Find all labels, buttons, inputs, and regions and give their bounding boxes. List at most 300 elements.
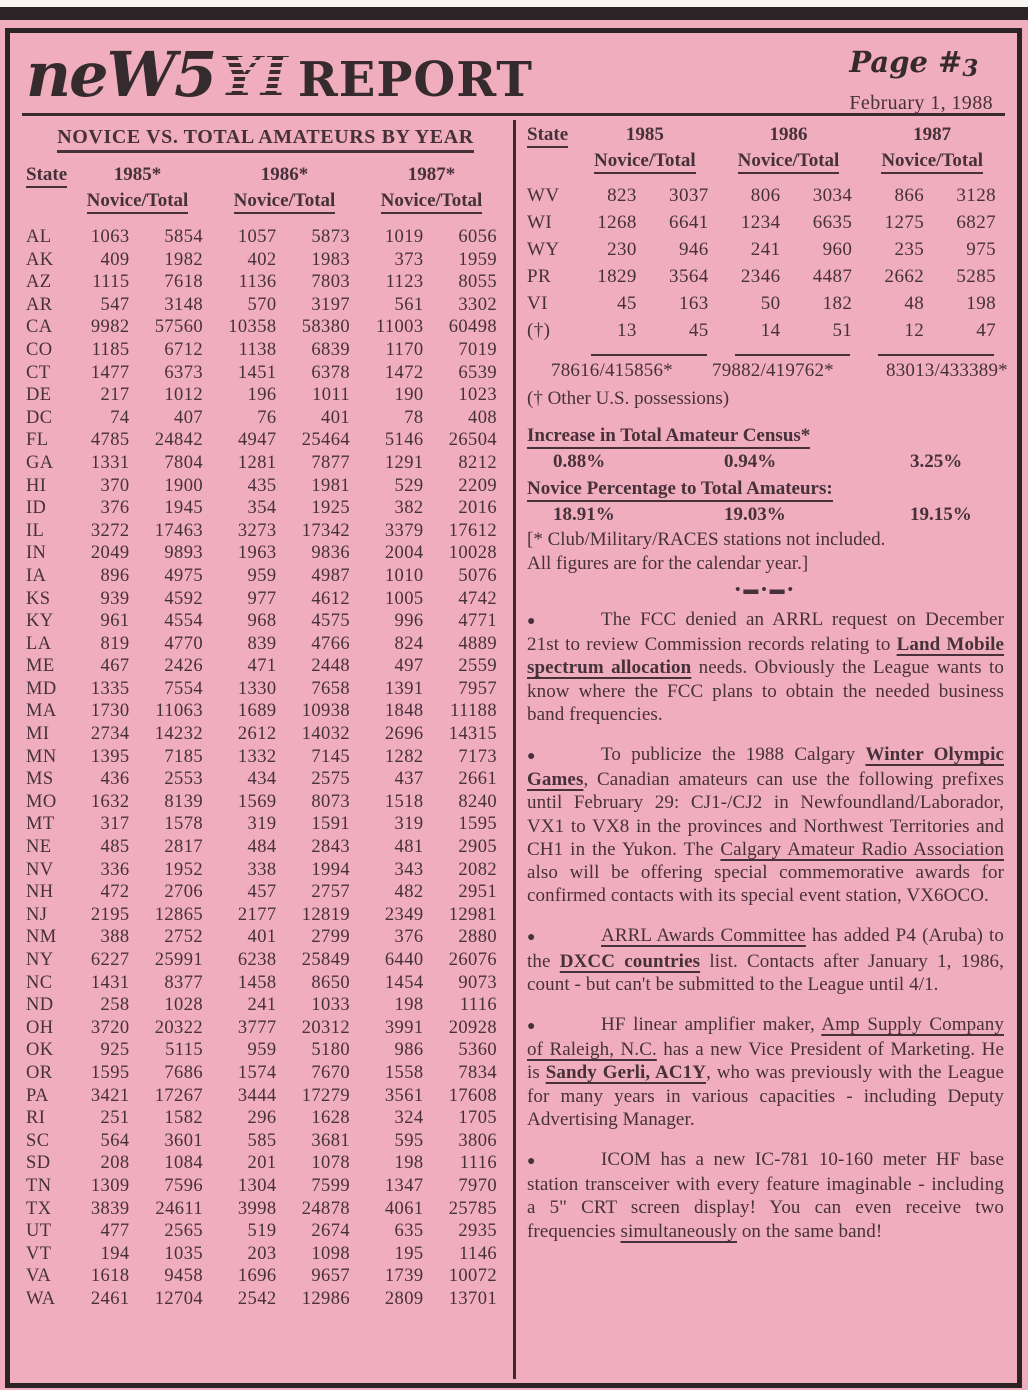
underlined-text: Sandy Gerli, AC1Y [545, 1062, 707, 1084]
value-cell: 1982 [164, 249, 203, 270]
table-row [26, 1107, 505, 1130]
table-row [26, 1039, 505, 1062]
value-cell: 354 [247, 498, 277, 519]
value-cell: 1696 [237, 1266, 277, 1287]
masthead [10, 33, 1017, 113]
year-header-1986: 1986* [260, 164, 309, 185]
value-cell: 1959 [458, 249, 497, 270]
value-cell: 481 [394, 837, 424, 858]
value-cell: 12865 [154, 904, 203, 925]
value-cell: 3302 [458, 294, 497, 315]
census-increase-title: Increase in Total Amateur Census* [527, 422, 1004, 449]
novice-percentage-values [527, 502, 1004, 528]
state-cell: ME [26, 656, 55, 677]
value-cell: 1628 [311, 1108, 350, 1129]
value-cell: 2843 [311, 837, 350, 858]
value-cell: 5854 [164, 227, 203, 247]
value-cell: 198 [394, 995, 424, 1016]
value-cell: 2951 [458, 882, 497, 903]
value-cell: 1011 [312, 385, 350, 406]
value-cell: 336 [100, 859, 130, 880]
text-segment: , Canadian amateurs can use the following prefixes until February 29: CJ1-/CJ2 in Newfoundland/Laborador, VX1 to VX8 in the provinces and Northwest Territories and CH1 in the Yukon. The [527, 769, 1004, 860]
value-cell: 2575 [311, 769, 350, 790]
table-row [26, 542, 505, 565]
news-item [527, 1013, 1004, 1131]
text-segment: has added P4 (Aruba) to the [527, 925, 1004, 972]
value-cell: 10028 [448, 543, 497, 564]
value-cell: 407 [174, 407, 203, 428]
value-cell: 10358 [228, 317, 277, 338]
value-cell: 975 [966, 239, 996, 260]
value-cell: 7618 [164, 272, 203, 293]
value-cell: 6440 [384, 950, 424, 970]
state-cell: CO [26, 339, 53, 360]
table-row [26, 1198, 505, 1221]
value-cell: 1454 [384, 972, 424, 993]
value-cell: 986 [394, 1040, 424, 1061]
value-cell: 8073 [311, 791, 350, 812]
value-cell: 1518 [384, 791, 424, 812]
value-cell: 6227 [90, 950, 130, 970]
value-cell: 45 [617, 293, 637, 314]
value-cell: 4770 [164, 633, 203, 654]
table-row [26, 633, 505, 656]
value-cell: 1582 [164, 1108, 203, 1129]
value-cell: 959 [247, 565, 277, 586]
value-cell: 6539 [458, 362, 497, 383]
table-row [26, 746, 505, 769]
logo-text-report: REPORT [297, 52, 533, 108]
table-row [26, 678, 505, 701]
value-cell: 4947 [237, 430, 277, 451]
value-cell: 4742 [458, 588, 497, 609]
state-cell: UT [26, 1221, 52, 1242]
value-cell: 1963 [237, 543, 277, 564]
value-cell: 2734 [90, 724, 130, 745]
value-cell: 11188 [450, 701, 497, 722]
value-cell: 2706 [164, 882, 203, 903]
value-cell: 1689 [237, 701, 277, 722]
value-cell: 437 [394, 769, 424, 790]
text-segment: on the same band! [736, 1220, 883, 1242]
value-cell: 78 [404, 407, 424, 428]
value-cell: 12819 [301, 904, 350, 925]
novice-total-header: Novice/Total [211, 188, 358, 214]
value-cell: 1591 [311, 814, 350, 835]
value-cell: 839 [247, 633, 277, 654]
bullet-icon: ● [527, 1019, 536, 1035]
value-cell: 6238 [237, 950, 277, 970]
page-number [849, 45, 993, 82]
table-row [26, 384, 505, 407]
value-cell: 10072 [448, 1266, 497, 1287]
table-row [26, 610, 505, 633]
value-cell: 2461 [90, 1288, 130, 1309]
value-cell: 635 [394, 1221, 424, 1242]
value-cell: 1705 [458, 1108, 497, 1129]
left-table-subheader [26, 188, 505, 214]
value-cell: 5873 [311, 227, 350, 247]
value-cell: 203 [247, 1243, 277, 1264]
state-cell: OR [26, 1062, 53, 1083]
year-header-1985: 1985 [625, 124, 664, 145]
value-cell: 24878 [301, 1198, 350, 1219]
value-cell: 1391 [384, 678, 424, 699]
value-cell: 1952 [164, 859, 203, 880]
table-row [26, 813, 505, 836]
value-cell: 2817 [164, 837, 203, 858]
value-cell: 7686 [164, 1062, 203, 1083]
right-column [516, 116, 1017, 1379]
value-cell: 1275 [884, 212, 925, 233]
value-cell: 1330 [237, 678, 277, 699]
pct-1986: 19.03% [724, 504, 786, 525]
value-cell: 2935 [458, 1221, 497, 1242]
value-cell: 2082 [458, 859, 497, 880]
value-cell: 1569 [237, 791, 277, 812]
value-cell: 58380 [301, 317, 350, 338]
value-cell: 50 [760, 293, 781, 314]
table-row [26, 723, 505, 746]
value-cell: 14032 [301, 724, 350, 745]
value-cell: 241 [750, 239, 781, 260]
value-cell: 866 [894, 185, 925, 206]
news-item [527, 743, 1004, 907]
total-1985: 78616/415856* [551, 360, 673, 381]
value-cell: 13701 [448, 1288, 497, 1309]
right-table-year-header [527, 122, 1004, 148]
table-row [26, 768, 505, 791]
value-cell: 1234 [740, 212, 781, 233]
state-cell: KY [26, 611, 54, 632]
value-cell: 1332 [237, 746, 277, 767]
table-row [26, 452, 505, 475]
table-row [527, 236, 1004, 263]
value-cell: 338 [247, 859, 277, 880]
value-cell: 1309 [90, 1175, 130, 1196]
value-cell: 208 [100, 1153, 130, 1174]
value-cell: 471 [247, 656, 277, 677]
value-cell: 959 [247, 1040, 277, 1061]
section-divider-ornament: •▬•▬• [735, 582, 796, 598]
table-row [26, 1130, 505, 1153]
newsletter-page-frame [5, 28, 1022, 1388]
state-cell: VI [527, 293, 548, 314]
value-cell: 1063 [90, 227, 130, 247]
value-cell: 3839 [90, 1198, 130, 1219]
value-cell: 1395 [90, 746, 130, 767]
table-row [26, 791, 505, 814]
value-cell: 4785 [90, 430, 130, 451]
value-cell: 1900 [164, 475, 203, 496]
value-cell: 946 [678, 239, 709, 260]
state-column-header: State [527, 122, 568, 148]
value-cell: 484 [247, 837, 277, 858]
value-cell: 6635 [812, 212, 853, 233]
value-cell: 823 [607, 185, 637, 206]
value-cell: 5360 [458, 1040, 497, 1061]
left-column [10, 116, 513, 1379]
value-cell: 4612 [311, 588, 350, 609]
value-cell: 6827 [956, 212, 996, 233]
value-cell: 1618 [90, 1266, 130, 1287]
value-cell: 1981 [311, 475, 350, 496]
state-cell: NJ [26, 904, 48, 925]
value-cell: 960 [822, 239, 853, 260]
value-cell: 961 [100, 611, 130, 632]
value-cell: 2177 [237, 904, 277, 925]
value-cell: 4575 [311, 611, 350, 632]
value-cell: 3601 [164, 1130, 203, 1151]
text-segment: also will be offering special commemorative awards for confirmed contacts with its special event station, VX6OCO. [527, 862, 1004, 907]
value-cell: 4061 [384, 1198, 424, 1219]
state-cell: MI [26, 724, 50, 745]
table-row [527, 182, 1004, 209]
table-row [26, 1085, 505, 1108]
value-cell: 26504 [448, 430, 497, 451]
value-cell: 561 [394, 294, 424, 315]
value-cell: 467 [100, 656, 130, 677]
novice-total-header: Novice/Total [64, 188, 211, 214]
value-cell: 1012 [164, 385, 203, 406]
pct-1987: 19.15% [910, 504, 972, 525]
value-cell: 7877 [311, 452, 350, 473]
value-cell: 482 [394, 882, 424, 903]
value-cell: 806 [750, 185, 781, 206]
value-cell: 76 [257, 407, 277, 428]
value-cell: 235 [894, 239, 925, 260]
state-cell: DE [26, 385, 52, 406]
value-cell: 6712 [164, 339, 203, 360]
table-row [26, 1288, 505, 1311]
value-cell: 2880 [458, 927, 497, 948]
value-cell: 8240 [458, 791, 497, 812]
news-text [527, 744, 1004, 906]
value-cell: 1281 [237, 452, 277, 473]
value-cell: 3273 [237, 520, 277, 541]
table-row [26, 949, 505, 972]
value-cell: 3034 [812, 185, 853, 206]
value-cell: 7596 [164, 1175, 203, 1196]
state-cell: MO [26, 791, 57, 812]
value-cell: 14315 [448, 724, 497, 745]
value-cell: 896 [100, 565, 130, 586]
bullet-icon: ● [527, 614, 536, 629]
novice-total-header: Novice/Total [860, 148, 1004, 174]
value-cell: 2426 [164, 656, 203, 677]
value-cell: 25464 [301, 430, 350, 451]
value-cell: 24611 [155, 1198, 203, 1219]
underlined-text: ARRL Awards Committee [601, 925, 806, 947]
table-row [527, 317, 1004, 344]
table-row [26, 1062, 505, 1085]
value-cell: 2565 [164, 1221, 203, 1242]
text-segment: To publicize the 1988 Calgary [601, 744, 866, 766]
value-cell: 2553 [164, 769, 203, 790]
value-cell: 2448 [311, 656, 350, 677]
value-cell: 1033 [311, 995, 350, 1016]
table-row [26, 1243, 505, 1266]
value-cell: 1829 [597, 266, 637, 287]
value-cell: 435 [247, 475, 277, 496]
value-cell: 319 [247, 814, 277, 835]
value-cell: 373 [394, 249, 424, 270]
value-cell: 57560 [154, 317, 203, 338]
state-cell: SC [26, 1130, 50, 1151]
left-table-year-header [26, 162, 505, 188]
value-cell: 11003 [375, 317, 424, 338]
right-table-body [527, 182, 1004, 344]
value-cell: 1136 [238, 272, 277, 293]
value-cell: 1291 [384, 452, 424, 473]
value-cell: 370 [100, 475, 130, 496]
state-cell: OH [26, 1017, 54, 1038]
value-cell: 10938 [301, 701, 350, 722]
state-cell: MD [26, 678, 57, 699]
value-cell: 20312 [301, 1017, 350, 1038]
bullet-icon: ● [527, 749, 536, 765]
state-cell: NH [26, 882, 54, 903]
value-cell: 1472 [384, 362, 424, 383]
value-cell: 3272 [90, 520, 130, 541]
increase-1986: 0.94% [724, 451, 777, 472]
value-cell: 1347 [384, 1175, 424, 1196]
value-cell: 7599 [311, 1175, 350, 1196]
value-cell: 3991 [384, 1017, 424, 1038]
state-cell: HI [26, 475, 47, 496]
value-cell: 1057 [237, 227, 277, 247]
text-segment: ICOM has a new IC-781 10-160 meter HF base station transceiver with every feature imaginable - including a 5" CRT screen display! You can even receive two frequencies [527, 1149, 1004, 1242]
table-row [26, 655, 505, 678]
state-cell: AZ [26, 272, 52, 293]
value-cell: 7804 [164, 452, 203, 473]
value-cell: 5146 [384, 430, 424, 451]
value-cell: 12986 [301, 1288, 350, 1309]
value-cell: 2542 [237, 1288, 277, 1309]
value-cell: 7173 [458, 746, 497, 767]
value-cell: 3561 [384, 1085, 424, 1106]
value-cell: 2349 [384, 904, 424, 925]
value-cell: 17608 [448, 1085, 497, 1106]
value-cell: 1010 [384, 565, 424, 586]
text-segment: needs. Obviously the League wants to know where the FCC plans to obtain the needed business band frequencies. [527, 657, 1004, 725]
state-cell: RI [26, 1108, 46, 1129]
value-cell: 7658 [311, 678, 350, 699]
value-cell: 2346 [740, 266, 781, 287]
news-item [527, 608, 1004, 726]
page-number-value: 3 [962, 55, 979, 82]
value-cell: 824 [394, 633, 424, 654]
state-cell: IL [26, 520, 45, 541]
value-cell: 343 [394, 859, 424, 880]
value-cell: 14 [760, 320, 781, 341]
novice-percentage-title: Novice Percentage to Total Amateurs: [527, 475, 1004, 502]
underlined-text: Calgary Amateur Radio Association [720, 838, 1004, 860]
table-footnote: († Other U.S. possessions) [527, 388, 730, 409]
value-cell: 8212 [458, 452, 497, 473]
table-row [26, 1265, 505, 1288]
value-cell: 8377 [164, 972, 203, 993]
value-cell: 1578 [164, 814, 203, 835]
value-cell: 182 [822, 293, 853, 314]
logo-text-news: neW5 [26, 38, 216, 111]
value-cell: 376 [100, 498, 130, 519]
state-cell: SD [26, 1153, 51, 1174]
state-cell: MS [26, 769, 54, 790]
value-cell: 1945 [164, 498, 203, 519]
year-header-1987: 1987* [407, 164, 456, 185]
value-cell: 2752 [164, 927, 203, 948]
value-cell: 45 [688, 320, 709, 341]
value-cell: 3128 [956, 185, 996, 206]
value-cell: 163 [678, 293, 709, 314]
year-header-1987: 1987 [913, 124, 952, 145]
value-cell: 1304 [237, 1175, 277, 1196]
table-row [26, 859, 505, 882]
issue-date: February 1, 1988 [849, 92, 993, 114]
value-cell: 12981 [448, 904, 497, 925]
table-row [26, 836, 505, 859]
value-cell: 4889 [458, 633, 497, 654]
state-cell: NC [26, 972, 53, 993]
value-cell: 1268 [597, 212, 637, 233]
value-cell: 529 [394, 475, 424, 496]
state-cell: ND [26, 995, 54, 1016]
value-cell: 8650 [311, 972, 350, 993]
value-cell: 258 [100, 995, 130, 1016]
value-cell: 324 [394, 1108, 424, 1129]
value-cell: 1098 [311, 1243, 350, 1264]
underlined-text: Amp Supply Company of Raleigh, N.C. [527, 1014, 1004, 1061]
value-cell: 24842 [154, 430, 203, 451]
value-cell: 485 [100, 837, 130, 858]
value-cell: 3379 [384, 520, 424, 541]
value-cell: 1632 [90, 791, 130, 812]
state-cell: LA [26, 633, 52, 654]
value-cell: 434 [247, 769, 277, 790]
value-cell: 3806 [458, 1130, 497, 1151]
year-header-1986: 1986 [769, 124, 808, 145]
census-increase-values [527, 449, 1004, 475]
table-row [26, 972, 505, 995]
value-cell: 319 [394, 814, 424, 835]
value-cell: 7554 [164, 678, 203, 699]
state-cell: NY [26, 950, 54, 970]
state-cell: PA [26, 1085, 49, 1106]
table-row [26, 700, 505, 723]
state-cell: WA [26, 1288, 56, 1309]
text-segment: has a new Vice President of Marketing. He is [527, 1039, 1005, 1084]
value-cell: 2661 [458, 769, 497, 790]
value-cell: 26076 [448, 950, 497, 970]
value-cell: 977 [247, 588, 277, 609]
value-cell: 13 [617, 320, 637, 341]
value-cell: 939 [100, 588, 130, 609]
value-cell: 1005 [384, 588, 424, 609]
table-row [26, 497, 505, 520]
text-segment: HF linear amplifier maker, [601, 1014, 822, 1036]
value-cell: 60498 [448, 317, 497, 338]
value-cell: 472 [100, 882, 130, 903]
value-cell: 388 [100, 927, 130, 948]
value-cell: 2799 [311, 927, 350, 948]
value-cell: 25785 [448, 1198, 497, 1219]
state-cell: PR [527, 266, 552, 287]
value-cell: 25991 [154, 950, 203, 970]
value-cell: 17267 [154, 1085, 203, 1106]
value-cell: 819 [100, 633, 130, 654]
table-row [26, 994, 505, 1017]
